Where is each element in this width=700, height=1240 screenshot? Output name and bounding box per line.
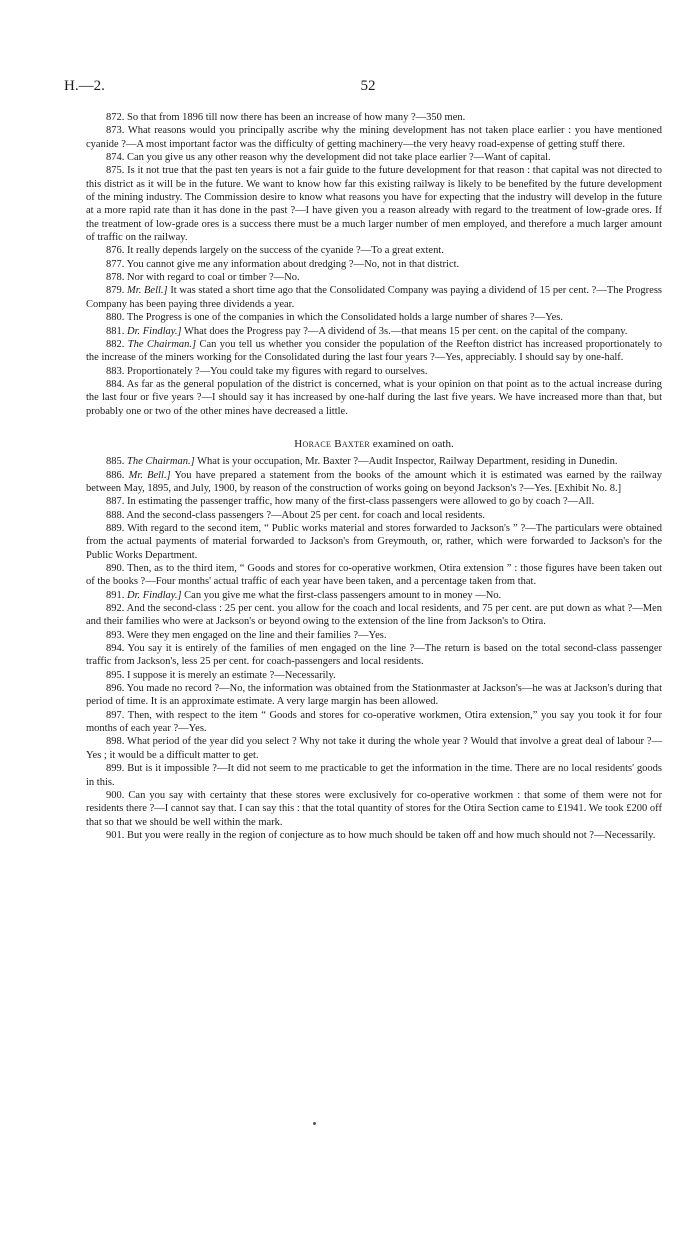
testimony-group-2	[86, 455, 662, 842]
question-paragraph	[86, 829, 662, 842]
question-number: 880.	[106, 312, 125, 324]
question-text: Can you tell us whether you consider the population of the Reefton district has increased proportionately to the increase of the miners working for the Consolidated during the last four years ?—Yes, appreciably. I should say by one-half.	[86, 338, 662, 364]
question-text: It was stated a short time ago that the Consolidated Company was paying a dividend of 15 per cent. ?—The Progress Company has been paying three dividends a year.	[86, 285, 662, 310]
question-text: Can you give us any other reason why the development did not take place earlier ?—Want of capital.	[127, 152, 551, 164]
question-paragraph	[86, 602, 662, 629]
question-number: 895.	[106, 669, 125, 681]
speaker-label: The Chairman.]	[127, 338, 197, 350]
question-number: 881.	[106, 325, 125, 337]
question-paragraph	[86, 495, 662, 508]
question-number: 890.	[106, 563, 125, 574]
question-paragraph	[86, 562, 662, 589]
question-number: 874.	[106, 152, 125, 164]
question-number: 877.	[106, 258, 125, 270]
question-paragraph	[86, 762, 662, 789]
question-number: 885.	[106, 456, 125, 468]
speaker-label: The Chairman.]	[127, 456, 195, 468]
question-paragraph	[86, 164, 662, 244]
question-paragraph	[86, 735, 662, 762]
question-number: 873.	[106, 125, 125, 137]
speaker-label: Mr. Bell.]	[127, 285, 168, 297]
question-text: I suppose it is merely an estimate ?—Necessarily.	[127, 669, 336, 681]
question-number: 894.	[106, 643, 125, 655]
question-text: What does the Progress pay ?—A dividend of 3s.—that means 15 per cent. on the capital of the company.	[183, 325, 628, 337]
question-paragraph	[86, 124, 662, 151]
question-text: With regard to the second item, “ Public works material and stores forwarded to Jackson's ” ?—The particulars were obtained from the actual payments of material forwarded to Jackson's from Greymouth, or, rather, which were forwarded to Jackson's for the Public Works Department.	[86, 522, 662, 561]
question-number: 891.	[106, 589, 125, 601]
question-paragraph	[86, 284, 662, 311]
question-number: 879.	[106, 285, 125, 297]
witness-name: Horace Baxter	[294, 437, 370, 450]
page-header	[64, 78, 672, 100]
question-number: 878.	[106, 272, 125, 284]
question-text: Then, as to the third item, “ Goods and stores for co-operative workmen, Otira extension ” : those figures have been taken out of the books ?—Four months' actual traffic of each year have been taken, and a percentage taken from that.	[86, 563, 662, 588]
question-text: You say it is entirely of the families of men engaged on the line ?—The return is based on the total second-class passenger traffic from Jackson's, less 25 per cent. for coach-passengers and local residents.	[86, 643, 662, 668]
question-number: 876.	[106, 245, 125, 257]
question-paragraph	[86, 709, 662, 736]
question-text: You made no record ?—No, the information was obtained from the Stationmaster at Jackson's—he was at Jackson's during that period of time. It is an approximate estimate. A very large margin has been allowed.	[86, 683, 662, 708]
question-paragraph	[86, 642, 662, 669]
question-paragraph	[86, 509, 662, 522]
question-text: As far as the general population of the district is concerned, what is your opinion on that point as to the actual increase during the last four or five years ?—I should say it has increased by one-half during the last five years. We have increased more than that, but probably one or two of the other mines have decreased a little.	[86, 378, 662, 417]
question-number: 875.	[106, 165, 125, 177]
question-number: 893.	[106, 629, 125, 641]
question-number: 884.	[106, 378, 125, 390]
speaker-label: Dr. Findlay.]	[127, 589, 182, 601]
question-text: So that from 1896 till now there has been an increase of how many ?—350 men.	[127, 112, 466, 123]
question-paragraph	[86, 589, 662, 602]
question-text: The Progress is one of the companies in which the Consolidated holds a large number of shares ?—Yes.	[126, 312, 563, 324]
question-text: What reasons would you principally ascribe why the mining development has not taken place earlier : you have mentioned cyanide ?—A most important factor was the difficulty of getting machinery—the very heavy road-expense of getting stuff there.	[86, 125, 663, 150]
question-number: 889.	[106, 522, 125, 534]
document-body	[86, 111, 662, 842]
question-text: Proportionately ?—You could take my figures with regard to ourselves.	[127, 365, 428, 377]
question-paragraph	[86, 378, 662, 418]
question-number: 897.	[106, 709, 125, 721]
testimony-group-1	[86, 111, 662, 418]
question-text: Nor with regard to coal or timber ?—No.	[127, 272, 300, 284]
question-paragraph	[86, 338, 662, 365]
question-paragraph	[86, 151, 662, 164]
question-paragraph	[86, 325, 662, 338]
question-text: It really depends largely on the success of the cyanide ?—To a great extent.	[127, 245, 444, 257]
question-text: In estimating the passenger traffic, how many of the first-class passengers were allowed to go by coach ?—All.	[127, 496, 595, 508]
question-text: What is your occupation, Mr. Baxter ?—Audit Inspector, Railway Department, residing in Dunedin.	[197, 456, 618, 468]
question-number: 892.	[106, 603, 125, 615]
question-paragraph	[86, 271, 662, 284]
question-number: 896.	[106, 683, 125, 695]
question-text: And the second-class passengers ?—About 25 per cent. for coach and local residents.	[126, 509, 486, 521]
question-paragraph	[86, 669, 662, 682]
question-paragraph	[86, 311, 662, 324]
question-text: Were they men engaged on the line and their families ?—Yes.	[126, 629, 387, 641]
speaker-label: Dr. Findlay.]	[127, 325, 182, 337]
witness-heading	[86, 438, 662, 451]
question-number: 882.	[106, 338, 125, 350]
ink-speck	[313, 1122, 316, 1125]
page-number: 52	[360, 78, 376, 94]
question-paragraph	[86, 365, 662, 378]
question-text: Can you give me what the first-class passengers amount to in money —No.	[184, 589, 502, 601]
question-number: 899.	[106, 763, 125, 775]
question-text: You have prepared a statement from the books of the amount which it is estimated was earned by the railway between May, 1895, and July, 1900, by reason of the construction of works going on beyond Jackson's ?—Yes. [Exhibit No. 8.]	[86, 469, 662, 494]
question-paragraph	[86, 455, 662, 468]
question-paragraph	[86, 244, 662, 257]
question-paragraph	[86, 789, 662, 829]
question-paragraph	[86, 629, 662, 642]
question-number: 883.	[106, 365, 125, 377]
question-number: 888.	[106, 509, 125, 521]
question-text: And the second-class : 25 per cent. you allow for the coach and local residents, and 75 per cent. are put down as what ?—Men and their families who were at Jackson's or beyond owing to the extension of the line from Jackson's to Otira.	[86, 603, 663, 628]
question-number: 887.	[106, 496, 125, 508]
witness-heading-rest: examined on oath.	[370, 437, 454, 450]
question-text: Can you say with certainty that these stores were exclusively for co-operative workmen : that some of them were not for residents there ?—I cannot say that. I can say this : that the total quantity of stores for the Otira Section came to £1941. We took £200 off that so that we should be well within the mark.	[86, 789, 663, 828]
question-text: Is it not true that the past ten years is not a fair guide to the future development for that reason : that capital was not directed to this district as it will be in the future. We want to know how far this existing railway is likely to be benefited by the future development of the mining industry. The Commission desire to know what reasons you have for expecting that the industry will develop in the future at a more rapid rate than it has done in the past ?—I have given you a reason already with regard to the treatment of low-grade ores. If the treatment of low-grade ores is a success there must be a much larger number of men employed, and therefore a much larger amount of traffic on the railway.	[86, 165, 662, 244]
speaker-label: Mr. Bell.]	[128, 469, 171, 481]
question-text: But you were really in the region of conjecture as to how much should be taken off and how much should not ?—Necessarily.	[127, 829, 656, 841]
question-number: 872.	[106, 112, 125, 123]
question-paragraph	[86, 258, 662, 271]
question-text: Then, with respect to the item “ Goods and stores for co-operative workmen, Otira extension,” you say you took it for four months of each year ?—Yes.	[86, 709, 662, 735]
question-text: But is it impossible ?—It did not seem to me practicable to get the information in the time. There are no local residents' goods in this.	[86, 763, 662, 788]
question-paragraph	[86, 682, 662, 709]
question-paragraph	[86, 469, 662, 496]
question-number: 898.	[106, 736, 125, 748]
question-number: 886.	[106, 469, 125, 481]
question-paragraph	[86, 111, 662, 124]
question-paragraph	[86, 522, 662, 562]
question-text: What period of the year did you select ? Why not take it during the whole year ? Would that involve a great deal of labour ?—Yes ; it would be a difficult matter to get.	[86, 736, 662, 761]
question-text: You cannot give me any information about dredging ?—No, not in that district.	[126, 258, 460, 270]
question-number: 901.	[106, 829, 125, 841]
question-number: 900.	[106, 789, 125, 801]
document-reference: H.—2.	[64, 78, 105, 94]
